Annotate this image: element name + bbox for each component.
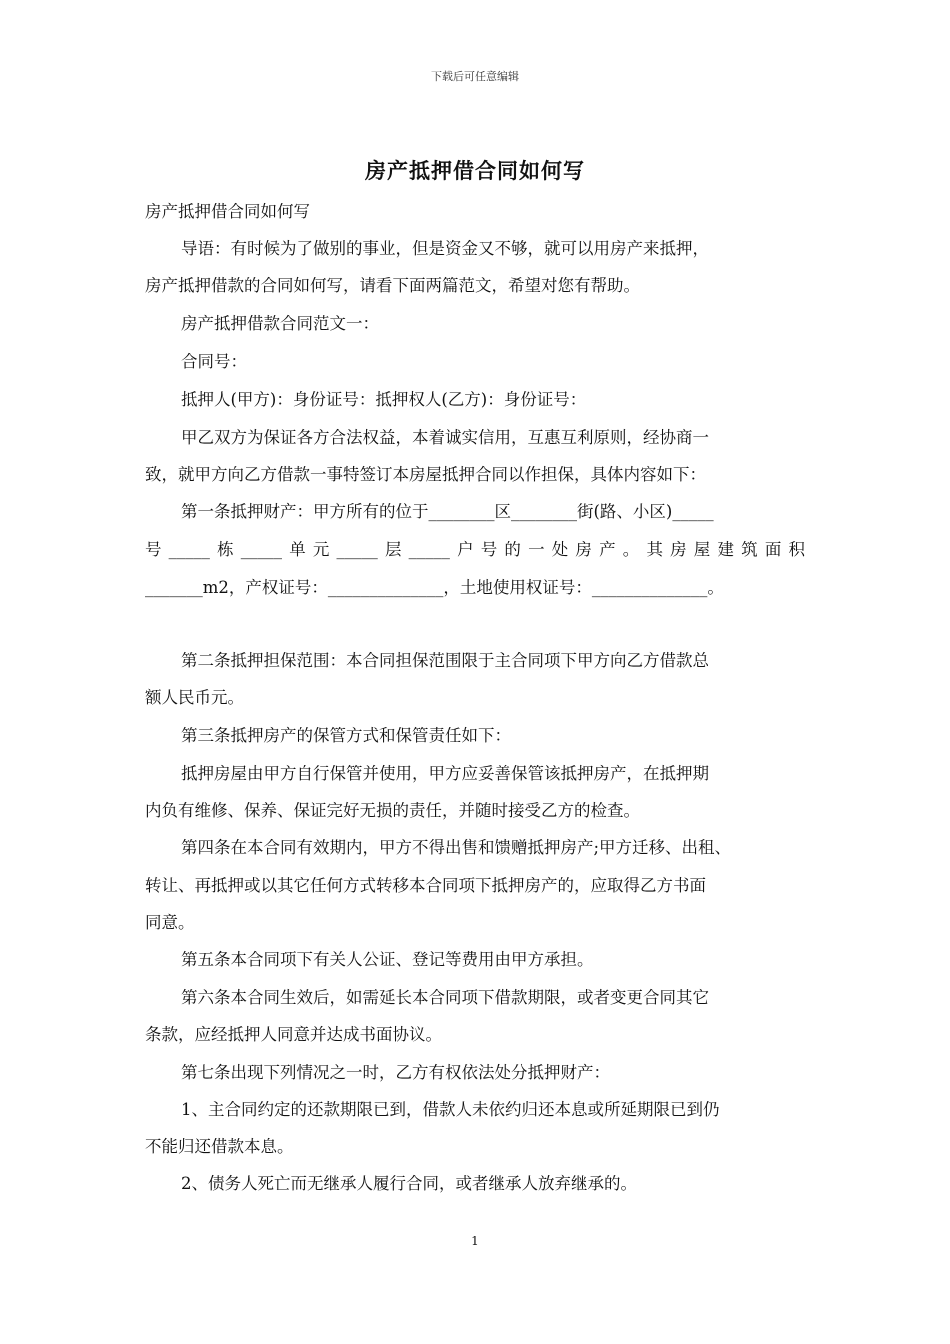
paragraph-line: 第七条出现下列情况之一时，乙方有权依法处分抵押财产： — [181, 1063, 610, 1082]
paragraph-line: _______m2，产权证号：______________，土地使用权证号：______________。 — [145, 578, 724, 597]
paragraph-line: 不能归还借款本息。 — [145, 1137, 294, 1156]
subtitle-line: 房产抵押借合同如何写 — [145, 202, 310, 221]
paragraph-line: 内负有维修、保养、保证完好无损的责任，并随时接受乙方的检查。 — [145, 801, 640, 820]
paragraph-line: 1、主合同约定的还款期限已到，借款人未依约归还本息或所延期限已到仍 — [181, 1100, 720, 1119]
page-header: 下载后可任意编辑 — [431, 70, 519, 83]
paragraph-line: 抵押人(甲方)：身份证号：抵押权人(乙方)：身份证号： — [181, 390, 587, 409]
paragraph-line: 抵押房屋由甲方自行保管并使用，甲方应妥善保管该抵押房产，在抵押期 — [181, 764, 709, 783]
paragraph-line: 转让、再抵押或以其它任何方式转移本合同项下抵押房产的，应取得乙方书面 — [145, 876, 706, 895]
paragraph-line: 甲乙双方为保证各方合法权益，本着诚实信用，互惠互利原则，经协商一 — [181, 428, 709, 447]
paragraph-line: 第四条在本合同有效期内，甲方不得出售和馈赠抵押房产;甲方迁移、出租、 — [181, 838, 732, 857]
paragraph-line: 第一条抵押财产：甲方所有的位于________区________街(路、小区)_____ — [181, 502, 714, 521]
paragraph-line: 第五条本合同项下有关人公证、登记等费用由甲方承担。 — [181, 950, 594, 969]
paragraph-line: 第六条本合同生效后，如需延长本合同项下借款期限，或者变更合同其它 — [181, 988, 709, 1007]
paragraph-line: 导语：有时候为了做别的事业，但是资金又不够，就可以用房产来抵押， — [181, 239, 709, 258]
paragraph-line: 条款，应经抵押人同意并达成书面协议。 — [145, 1025, 442, 1044]
paragraph-line: 第二条抵押担保范围：本合同担保范围限于主合同项下甲方向乙方借款总 — [181, 651, 709, 670]
page-number: 1 — [471, 1234, 479, 1248]
paragraph-line: 合同号： — [181, 352, 247, 371]
paragraph-line: 额人民币元。 — [145, 688, 244, 707]
paragraph-line: 第三条抵押房产的保管方式和保管责任如下： — [181, 726, 511, 745]
paragraph-line: 号_____栋_____单元_____层_____户号的一处房产。其房屋建筑面积 — [145, 540, 805, 559]
paragraph-line: 致，就甲方向乙方借款一事特签订本房屋抵押合同以作担保，具体内容如下： — [145, 465, 706, 484]
paragraph-line: 房产抵押借款合同范文一： — [181, 314, 379, 333]
paragraph-line: 同意。 — [145, 913, 195, 932]
document-title: 房产抵押借合同如何写 — [365, 158, 585, 183]
paragraph-line: 房产抵押借款的合同如何写，请看下面两篇范文，希望对您有帮助。 — [145, 276, 640, 295]
paragraph-line: 2、债务人死亡而无继承人履行合同，或者继承人放弃继承的。 — [181, 1174, 637, 1193]
